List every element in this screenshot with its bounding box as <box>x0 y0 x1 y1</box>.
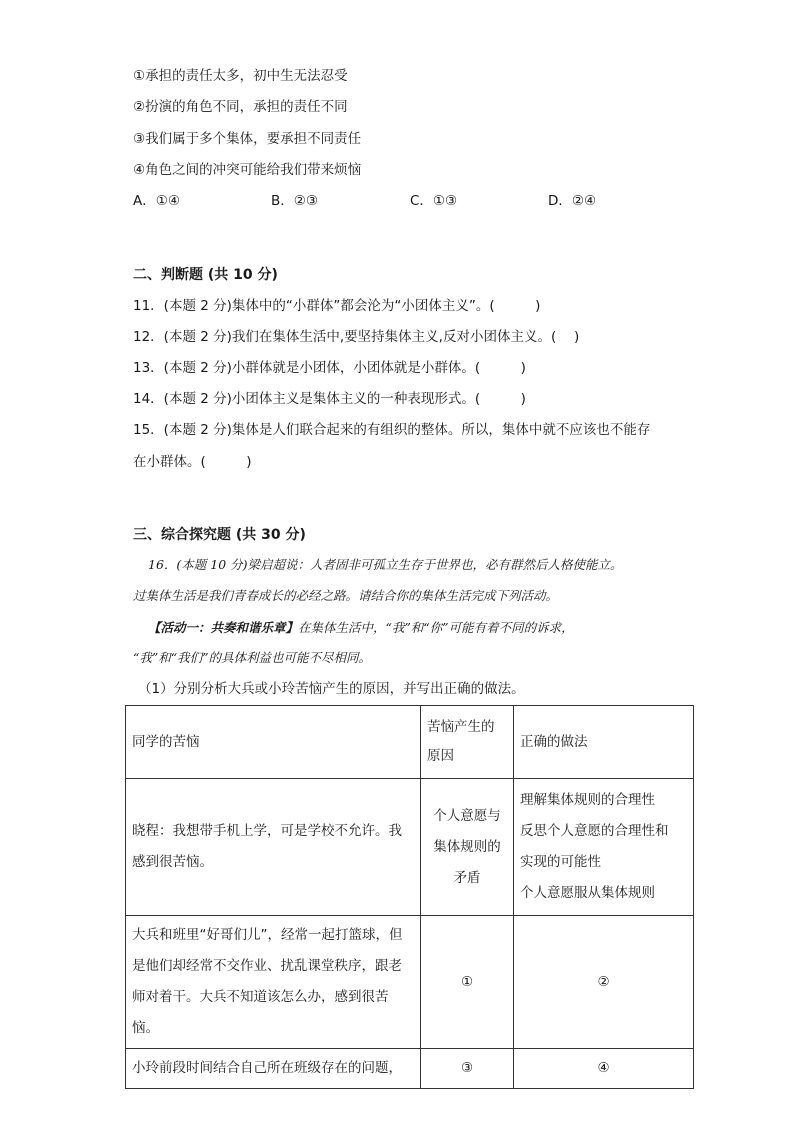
option-c[interactable]: C．①③ <box>410 193 458 209</box>
header-solution: 正确的做法 <box>514 706 694 779</box>
row-1-solution-line-1: 理解集体规则的合理性 <box>520 792 655 808</box>
header-reason-line-2: 原因 <box>427 748 454 764</box>
judge-item-14: 14．(本题 2 分)小团体主义是集体主义的一种表现形式。( ) <box>133 391 526 407</box>
row-2-reason-blank[interactable]: ① <box>421 916 514 1049</box>
option-a[interactable]: A．①④ <box>133 193 180 209</box>
row-2-trouble-line-3: 师对着干。大兵不知道该怎么办，感到很苦恼。 <box>132 989 389 1036</box>
row-1-reason-line-1: 个人意愿与 <box>433 807 501 824</box>
row-1-solution-line-2: 反思个人意愿的合理性和 <box>520 823 669 839</box>
q16-intro-line-2: 过集体生活是我们青春成长的必经之路。请结合你的集体生活完成下列活动。 <box>133 588 559 603</box>
row-2-solution-blank[interactable]: ② <box>514 916 694 1049</box>
q10-statement-3: ③我们属于多个集体，要承担不同责任 <box>133 131 362 147</box>
table-row <box>126 779 694 916</box>
table-row <box>126 916 694 1049</box>
q10-statement-1: ①承担的责任太多，初中生无法忍受 <box>133 68 348 84</box>
q10-options <box>133 191 653 211</box>
row-1-trouble-line-2: 感到很苦恼。 <box>132 854 213 870</box>
row-2-trouble-line-1: 大兵和班里“好哥们儿”，经常一起打篮球，但 <box>132 927 403 943</box>
row-1-solution <box>514 779 694 916</box>
row-3-reason-blank[interactable]: ③ <box>421 1049 514 1089</box>
q10-statement-4: ④角色之间的冲突可能给我们带来烦恼 <box>133 162 362 178</box>
judge-item-15: 15．(本题 2 分)集体是人们联合起来的有组织的整体。所以，集体中就不应该也不能存 <box>133 422 651 438</box>
sub-question-1: （1）分别分析大兵或小玲苦恼产生的原因，并写出正确的做法。 <box>138 681 525 697</box>
option-d[interactable]: D．②④ <box>548 193 597 209</box>
header-trouble: 同学的苦恼 <box>126 706 421 779</box>
row-1-reason-line-2: 集体规则的 <box>433 838 501 855</box>
judge-item-15-cont: 在小群体。( ) <box>133 454 252 470</box>
row-2-trouble <box>126 916 421 1049</box>
activity-1-text: 在集体生活中，“我”和“你”可能有着不同的诉求， <box>298 620 574 635</box>
row-1-reason <box>421 779 514 916</box>
trouble-table <box>125 705 694 1089</box>
row-3-solution-blank[interactable]: ④ <box>514 1049 694 1089</box>
table-row <box>126 1049 694 1089</box>
activity-1-line-1 <box>148 618 574 638</box>
row-1-trouble <box>126 779 421 916</box>
header-reason-line-1: 苦恼产生的 <box>427 719 495 735</box>
header-reason <box>421 706 514 779</box>
option-b[interactable]: B．②③ <box>271 193 318 209</box>
row-1-trouble-line-1: 晓程：我想带手机上学，可是学校不允许。我 <box>132 823 402 839</box>
table-header-row <box>126 706 694 779</box>
section-2-title: 二、判断题 (共 10 分) <box>133 267 278 283</box>
q10-statement-2: ②扮演的角色不同，承担的责任不同 <box>133 99 348 115</box>
row-3-trouble: 小玲前段时间结合自己所在班级存在的问题， <box>126 1049 421 1089</box>
row-2-trouble-line-2: 是他们却经常不交作业、扰乱课堂秩序，跟老 <box>132 958 402 974</box>
judge-item-12: 12．(本题 2 分)我们在集体生活中,要坚持集体主义,反对小团体主义。( ) <box>133 329 580 345</box>
judge-item-13: 13．(本题 2 分)小群体就是小团体，小团体就是小群体。( ) <box>133 360 526 376</box>
row-1-reason-line-3: 矛盾 <box>453 869 481 886</box>
activity-1-label: 【活动一：共奏和谐乐章】 <box>148 620 299 635</box>
activity-1-line-2: “我”和“我们”的具体利益也可能不尽相同。 <box>133 650 372 665</box>
q16-intro-line-1: 16．(本题 10 分)梁启超说：人者固非可孤立生存于世界也，必有群然后人格使能立。 <box>148 557 623 572</box>
judge-item-11: 11．(本题 2 分)集体中的“小群体”都会沦为“小团体主义”。( ) <box>133 298 541 314</box>
section-3-title: 三、综合探究题 (共 30 分) <box>133 527 306 543</box>
row-1-solution-line-4: 个人意愿服从集体规则 <box>520 885 655 901</box>
row-1-solution-line-3: 实现的可能性 <box>520 854 601 870</box>
